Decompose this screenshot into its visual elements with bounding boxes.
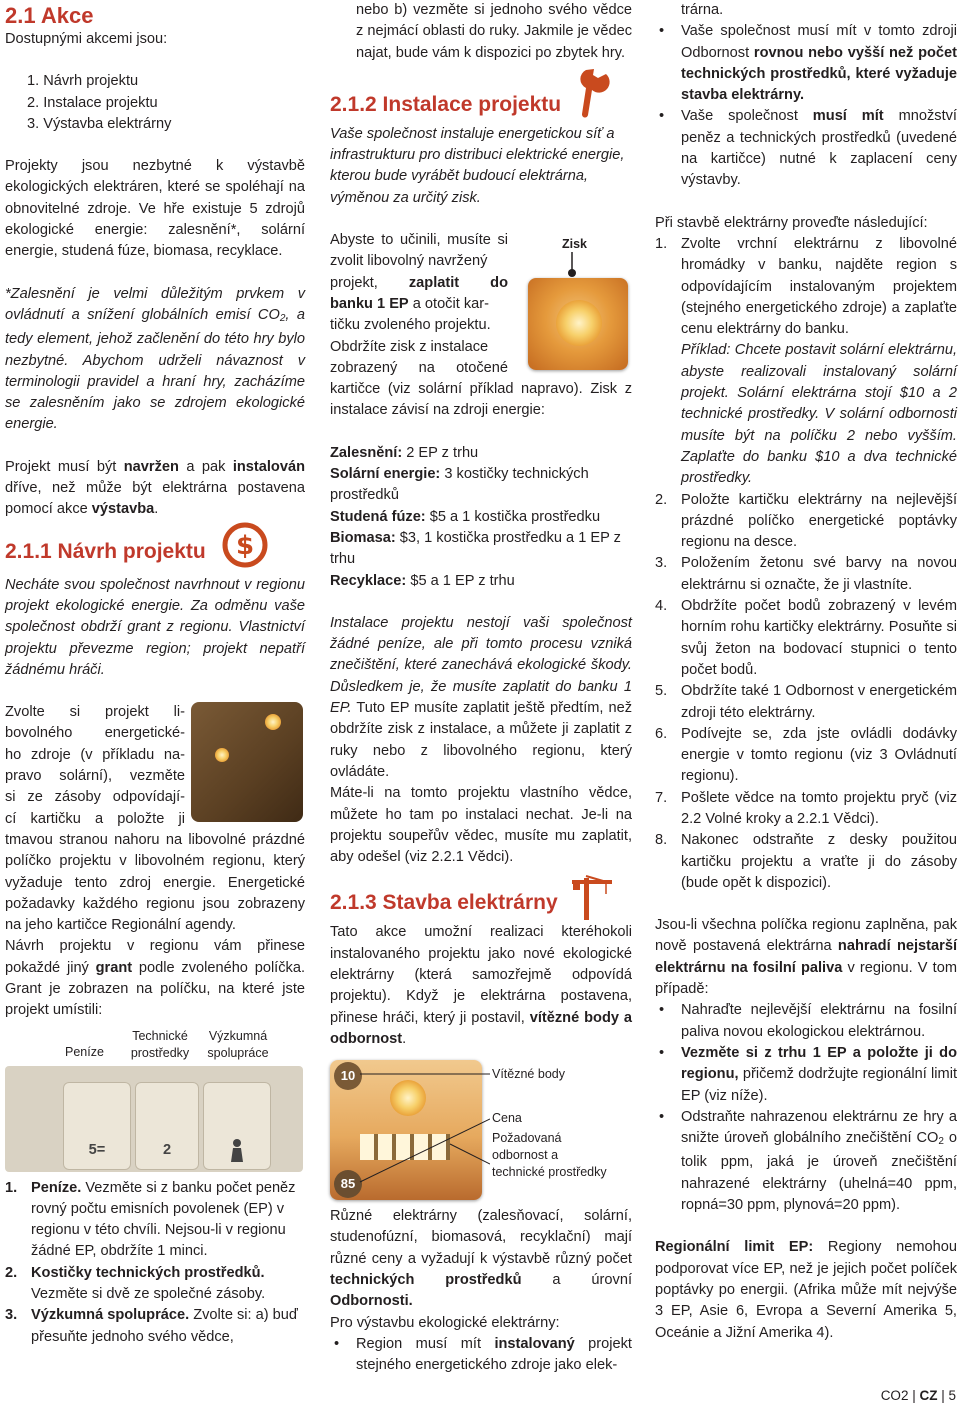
project-tile-dark — [191, 702, 303, 822]
steps-intro: Při stavbě elektrárny proveďte následující: — [655, 214, 928, 231]
eco-intro: Pro výstavbu ekologické elektrárny: — [330, 1314, 560, 1331]
full-region-paragraph: Jsou-li všechna políčka regionu zaplněna, pak nově postavená elektrárna nahradí nejstarší elektrárnu na fosilní paliva v regionu. V tom případě: — [655, 917, 957, 998]
solar-project-card — [528, 278, 628, 370]
actions-intro: Dostupnými akcemi jsou: — [5, 31, 168, 47]
step-item: 1. Zvolte vrchní elektrárnu z libovolné hromádky v banku, najděte region s odpovídajícím instalovaným projektem (stejného energetického zdroje) a zaplaťte cenu elektrárny do banku. Příklad: Chcete postavit solární elektrárnu, abyste realizovali instalovaný solární projekt. Solární elektrárna stojí $10 a 2 technické prostředky. V solární odbornosti musíte být na políčku 2 nebo vyšším. Zaplaťte do banku $10 a dva technické prostředky. — [655, 235, 957, 487]
action-item: 1. Návrh projektu — [27, 73, 139, 90]
profit-item: Solární energie: 3 kostičky technických prostředků — [330, 466, 589, 504]
grant-item: 2. Kostičky technických prostředků. Vezměte si dvě ze společné zásoby. — [5, 1264, 266, 1303]
grant-slot-research — [203, 1082, 271, 1170]
callout-cost: Cena — [492, 1111, 522, 1126]
crane-icon — [570, 874, 614, 920]
grant-item: 3. Výzkumná spolupráce. Zvolte si: a) buď přesuňte jednoho svého vědce, — [5, 1307, 298, 1345]
profit-item: Zalesnění: 2 EP z trhu — [330, 444, 479, 461]
step-item: 3. Položením žetonu své barvy na novou elektrárnu si označte, že ji vlastníte. — [655, 555, 957, 593]
regional-limit-paragraph: Regionální limit EP: Regiony nemohou podporovat více EP, než je jejich počet políček poptávky po energii. (Afrika může mít nejvýše 3 EP, Asie 6, Evropa a Severní Amerika 5, Oceánie a Jižní Amerika 4). — [655, 1239, 957, 1341]
profit-label: Zisk — [562, 237, 588, 252]
label-research: Výzkumná spolupráce — [207, 1028, 269, 1060]
plant-cost: 85 — [334, 1170, 362, 1198]
grant-slot-money: 5= — [63, 1082, 131, 1170]
scientist-paragraph: Máte-li na tomto projektu vlastního vědce, můžete ho tam po instalaci nechat. Je-li na projektu soupeřův vědec, musíte mu zaplatit, aby odešel (viz 2.2.1 Vědci). — [330, 785, 632, 866]
pointer-icon — [567, 252, 577, 278]
action-item: 2. Instalace projektu — [27, 94, 158, 111]
wrap-text: Zvolte si projekt li- bovolného energetické- ho zdroje (v příkladu na- pravo solární), vezměte si ze zásoby odpovídají- cí kartičku a položte ji — [5, 704, 185, 827]
wrench-icon — [574, 66, 614, 118]
victory-points: 10 — [334, 1062, 362, 1090]
callout-requirements: Požadovaná odbornost a technické prostředky — [492, 1131, 607, 1180]
requirement-continued: trárna. — [681, 2, 724, 18]
requirement-item: • Region musí mít instalovaný projekt stejného energetického zdroje jako elek- — [356, 1334, 632, 1377]
design-heading: 2.1.1 Návrh projektu — [5, 539, 206, 563]
profit-list — [330, 443, 632, 592]
requirement-item: • Vaše společnost musí mít množství peněz a technických prostředků (uvedené na kartičce) nutné k zaplacení ceny výstavby. — [681, 106, 957, 191]
build-heading: 2.1.3 Stavba elektrárny — [330, 891, 558, 915]
column-1 — [5, 0, 305, 1348]
scientist-icon — [227, 1138, 247, 1162]
column-3 — [655, 0, 957, 1344]
step-item: 7. Pošlete vědce na tomto projektu pryč (viz 2.2 Volné kroky a 2.2.1 Vědci). — [655, 789, 957, 827]
grant-paragraph: Návrh projektu v regionu vám přinese pokaždé jiný grant podle zvoleného políčka. Grant je zobrazen na políčku, na které jste projekt umístili: — [5, 938, 305, 1019]
dollar-icon — [221, 521, 269, 569]
research-continued: nebo b) vezměte si jednoho svého vědce z nejmácí oblasti do ruky. Jakmile je vědec najat, bude vám k dispozici po zbytek hry. — [356, 2, 632, 61]
pollution-paragraph: Instalace projektu nestojí vaši společnost žádné peníze, ale při tomto procesu vzniká znečištění, které zanechává ekologické škody. Důsledkem je, že musíte zaplatit do banku 1 EP. Tuto EP musíte zaplatit ještě předtím, než obdržíte zisk z instalace, a můžete ji zaplatit z ruky nebo z libovolného regionu, který ovládáte. — [330, 614, 632, 780]
action-item: 3. Výstavba elektrárny — [27, 115, 172, 132]
step-item: 2. Položte kartičku elektrárny na nejlevější prázdné políčko energetické poptávky regionu na desce. — [655, 491, 957, 551]
profit-item: Studená fúze: $5 a 1 kostička prostředku — [330, 508, 601, 525]
replace-item: • Vezměte si z trhu 1 EP a položte ji do regionu, přičemž dodržujte regionální limit EP (viz níže). — [681, 1043, 957, 1107]
column-2 — [330, 0, 632, 1377]
project-order-paragraph: Projekt musí být navržen a pak instalován dříve, než může být elektrárna postavena pomocí akce výstavba. — [5, 458, 305, 518]
install-intro: Vaše společnost instaluje energetickou síť a infrastrukturu pro distribuci elektrické energie, kterou bude vyrábět budoucí elektrárna, výměnou za určitý zisk. — [330, 125, 625, 206]
step-item: 8. Nakonec odstraňte z desky použitou kartičku projektu a vraťte ji do zásoby (bude opět k dispozici). — [655, 832, 957, 891]
page-footer: CO2 | CZ | 5 — [880, 1387, 956, 1403]
power-plant-figure — [330, 1056, 632, 1206]
plant-types-paragraph: Různé elektrárny (zalesňovací, solární, studenofúzní, biomasová, recyklační) mají různé ceny a vyžadují k výstavbě různý počet technických prostředků a úrovní Odbornosti. — [330, 1208, 632, 1310]
install-heading: 2.1.2 Instalace projektu — [330, 92, 562, 116]
build-intro: Tato akce umožní realizaci kteréhokoli instalovaného projektu jako nové ekologické elektrárny (která samozřejmě odpovídá projektu). Když je elektrárna postavena, přinese hráči, který ji postavil, vítězné body a odbornost. — [330, 924, 632, 1047]
grant-slot-tech: 2 — [135, 1082, 199, 1170]
profit-item: Recyklace: $5 a 1 EP z trhu — [330, 572, 515, 589]
svg-text:$: $ — [235, 530, 255, 561]
step-item: 5. Obdržíte také 1 Odbornost v energetickém zdroji této elektrárny. — [655, 683, 957, 721]
replace-item: • Nahraďte nejlevější elektrárnu na fosilní paliva novou ekologickou elektrárnou. — [681, 1000, 957, 1043]
grant-list — [5, 1178, 305, 1348]
requirement-item: • Vaše společnost musí mít v tomto zdroji Odbornost rovnou nebo vyšší než počet technických prostředků, které vyžaduje stavba elektrárny. — [681, 21, 957, 106]
placement-paragraph: tmavou stranou nahoru na libovolné prázdné políčko projektu v libovolném regionu, který vyžaduje tento zdroj energie. Energetické požadavky každého regionu jsou zobrazeny na jeho kartičce Regionální agendy. — [5, 831, 305, 934]
install-wrap-text: Abyste to učinili, musíte si zvolit libovolný navržený projekt, zaplatit do banku 1 EP a otočit kar- tičku zvoleného projektu. Obdržíte zisk z instalace zobrazený na otočené — [330, 232, 508, 376]
build-steps — [655, 234, 957, 894]
design-intro: Necháte svou společnost navrhnout v regionu projekt ekologické energie. Za odměnu vaše společnost obdrží grant z regionu. Vlastnictví projektu převezme region; projekt nepatří žádnému hráči. — [5, 576, 305, 678]
label-money: Peníze — [65, 1044, 104, 1059]
label-tech: Technické prostředky — [130, 1028, 190, 1060]
actions-list — [5, 71, 305, 135]
profit-item: Biomasa: $3, 1 kostička prostředku a 1 EP z trhu — [330, 529, 621, 568]
projects-paragraph: Projekty jsou nezbytné k výstavbě ekologických elektráren, které se spoléhají na obnovitelné zdroje. Ve hře existuje 5 zdrojů ekologické energie: zalesnění*, solární energie, studená fúze, biomasa, recyklace. — [5, 158, 305, 260]
afforestation-note: *Zalesnění je velmi důležitým prvkem v ovládnutí a snížení globálních emisí $CO_2$, a tedy element, jehož začlenění do této hry bylo nezbytné. Abychom udrželi návaznost v terminologii pravidel a hraní hry, zacházíme se zalesněním jako se zdrojem ekologické energie. — [5, 285, 305, 433]
step-item: 4. Obdržíte počet bodů zobrazený v levém horním rohu kartičky elektrárny. Posuňte si svůj žeton na bodovací stupnici o tento počet bodů. — [655, 598, 957, 678]
replace-item: • Odstraňte nahrazenou elektrárnu ze hry a snižte úroveň globálního znečištění $CO_2$ o tolik ppm, jaká je úroveň znečištění nahrazené elektrárny (uhelná=40 ppm, ropná=30 ppm, plynová=20 ppm). — [681, 1107, 957, 1216]
callout-victory-points: Vítězné body — [492, 1067, 565, 1082]
grant-figure — [5, 1028, 305, 1174]
section-title: 2.1 Akce — [5, 3, 94, 28]
step-item: 6. Podívejte se, zda jste ovládli dodávky energie v tomto regionu (viz 3 Ovládnutí regionu). — [655, 725, 957, 785]
grant-item: 1. Peníze. Vezměte si z banku počet peněz rovný počtu emisních povolenek (EP) v regionu v této chvíli. Nejsou-li v regionu žádné EP, obdržíte 1 minci. — [5, 1179, 296, 1260]
install-paragraph: kartičce (viz solární příklad napravo). Zisk z instalace závisí na zdroji energie: — [330, 381, 632, 419]
